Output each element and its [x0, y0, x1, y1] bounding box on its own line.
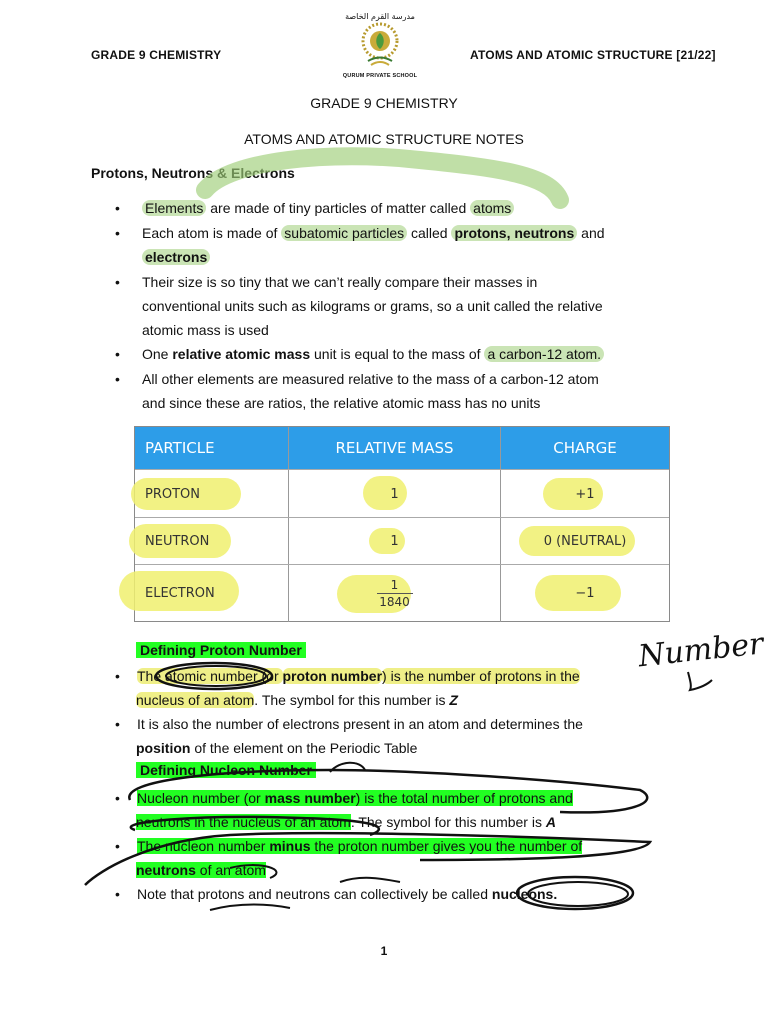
table-cell: 1 — [289, 518, 501, 565]
bullet-continuation — [136, 858, 266, 882]
bullet-continuation — [136, 736, 417, 760]
highlight-nucleus: nucleus of an atom — [136, 692, 255, 708]
table-cell: +1 — [575, 486, 595, 502]
symbol-z: Z — [449, 692, 458, 708]
document-title: GRADE 9 CHEMISTRY — [310, 95, 458, 111]
bullet-text: and — [577, 225, 605, 241]
highlight-protons-neutrons: protons, neutrons — [451, 225, 577, 241]
bullet-text: Their size is so tiny that we can’t really compare their masses in — [142, 274, 538, 290]
bullet-text: One — [142, 346, 173, 362]
section-heading-proton-number: Defining Proton Number — [136, 642, 306, 658]
symbol-a: A — [545, 814, 556, 830]
highlight-nucleon: Nucleon number (or — [137, 790, 265, 806]
highlight-definition: ) is the number of protons in the — [382, 668, 580, 684]
highlight-atomic-number: The atomic number (or — [137, 668, 283, 684]
highlight-elements: Elements — [142, 200, 206, 216]
bullet-text: and since these are ratios, the relative atomic mass has no units — [142, 395, 541, 411]
bullet-text: atomic mass is used — [142, 322, 269, 338]
highlight-neutrons-nucleus: neutrons in the nucleus of an atom — [136, 814, 351, 830]
bullet-continuation — [136, 810, 556, 834]
bullet-text: called — [407, 225, 452, 241]
section-heading-particles: Protons, Neutrons & Electrons — [91, 165, 295, 181]
table-header-cell: RELATIVE MASS — [289, 427, 501, 469]
particle-table — [134, 426, 670, 622]
bold-proton-number: proton number — [282, 668, 383, 684]
table-row — [135, 469, 669, 518]
highlight-carbon12: a carbon-12 atom. — [484, 346, 604, 362]
table-row — [135, 517, 669, 565]
section-heading-nucleon-number: Defining Nucleon Number — [136, 762, 316, 778]
bold-mass-number: mass number — [264, 790, 356, 806]
bullet-text: are made of tiny particles of matter called — [206, 200, 471, 216]
page-number: 1 — [380, 944, 388, 958]
table-cell-fraction — [289, 565, 501, 622]
table-cell: PROTON — [135, 470, 289, 518]
table-row — [135, 564, 669, 622]
bold-term: relative atomic mass — [172, 346, 311, 362]
fraction-numerator: 1 — [390, 578, 399, 592]
bullet-text: . The symbol for this number is — [254, 692, 450, 708]
highlight-definition: ) is the total number of protons and — [355, 790, 573, 806]
table-cell: −1 — [575, 586, 595, 601]
bullet-text: Note that protons and neutrons can collectively be called — [137, 886, 492, 902]
bold-minus: minus — [269, 838, 311, 854]
table-cell: 1 — [289, 470, 501, 518]
highlight-of-an-atom: of an atom — [195, 862, 266, 878]
table-header-cell: PARTICLE — [135, 427, 289, 469]
highlight-subatomic: subatomic particles — [281, 225, 407, 241]
bullet-text: . The symbol for this number is — [350, 814, 546, 830]
table-cell: ELECTRON — [135, 565, 289, 622]
highlight-nucleon-number: The nucleon number — [137, 838, 270, 854]
table-cell: 0 (NEUTRAL) — [543, 534, 627, 549]
highlight-atoms: atoms — [470, 200, 514, 216]
bullet-continuation — [136, 688, 458, 712]
highlight-electrons: electrons — [142, 249, 210, 265]
logo-school-name: QURUM PRIVATE SCHOOL — [342, 73, 418, 79]
bold-position: position — [136, 740, 191, 756]
logo-emblem-icon — [358, 21, 402, 67]
fraction-denominator: 1840 — [379, 595, 410, 609]
bullet-text: unit is equal to the mass of — [310, 346, 485, 362]
bullet-text: Each atom is made of — [142, 225, 282, 241]
table-header-row — [135, 427, 669, 469]
table-cell: NEUTRON — [135, 518, 289, 565]
bold-nucleons: nucleons. — [491, 886, 558, 902]
highlight-definition: the proton number gives you the number of — [310, 838, 583, 854]
bullet-text: conventional units such as kilograms or grams, so a unit called the relative — [142, 298, 603, 314]
header-right: ATOMS AND ATOMIC STRUCTURE [21/22] — [470, 48, 716, 62]
handwritten-number-text: Number — [636, 626, 765, 675]
bullet-text: It is also the number of electrons present in an atom and determines the — [137, 716, 583, 732]
bullet-text: All other elements are measured relative to the mass of a carbon-12 atom — [142, 371, 599, 387]
school-logo — [340, 10, 420, 86]
bold-neutrons: neutrons — [136, 862, 196, 878]
logo-arabic-text: مدرسة القرم الخاصة — [345, 12, 415, 21]
header-left: GRADE 9 CHEMISTRY — [91, 48, 222, 62]
bullet-continuation — [142, 245, 210, 269]
bullet-text: of the element on the Periodic Table — [190, 740, 418, 756]
document-subtitle: ATOMS AND ATOMIC STRUCTURE NOTES — [244, 131, 524, 147]
table-header-cell: CHARGE — [553, 439, 617, 457]
